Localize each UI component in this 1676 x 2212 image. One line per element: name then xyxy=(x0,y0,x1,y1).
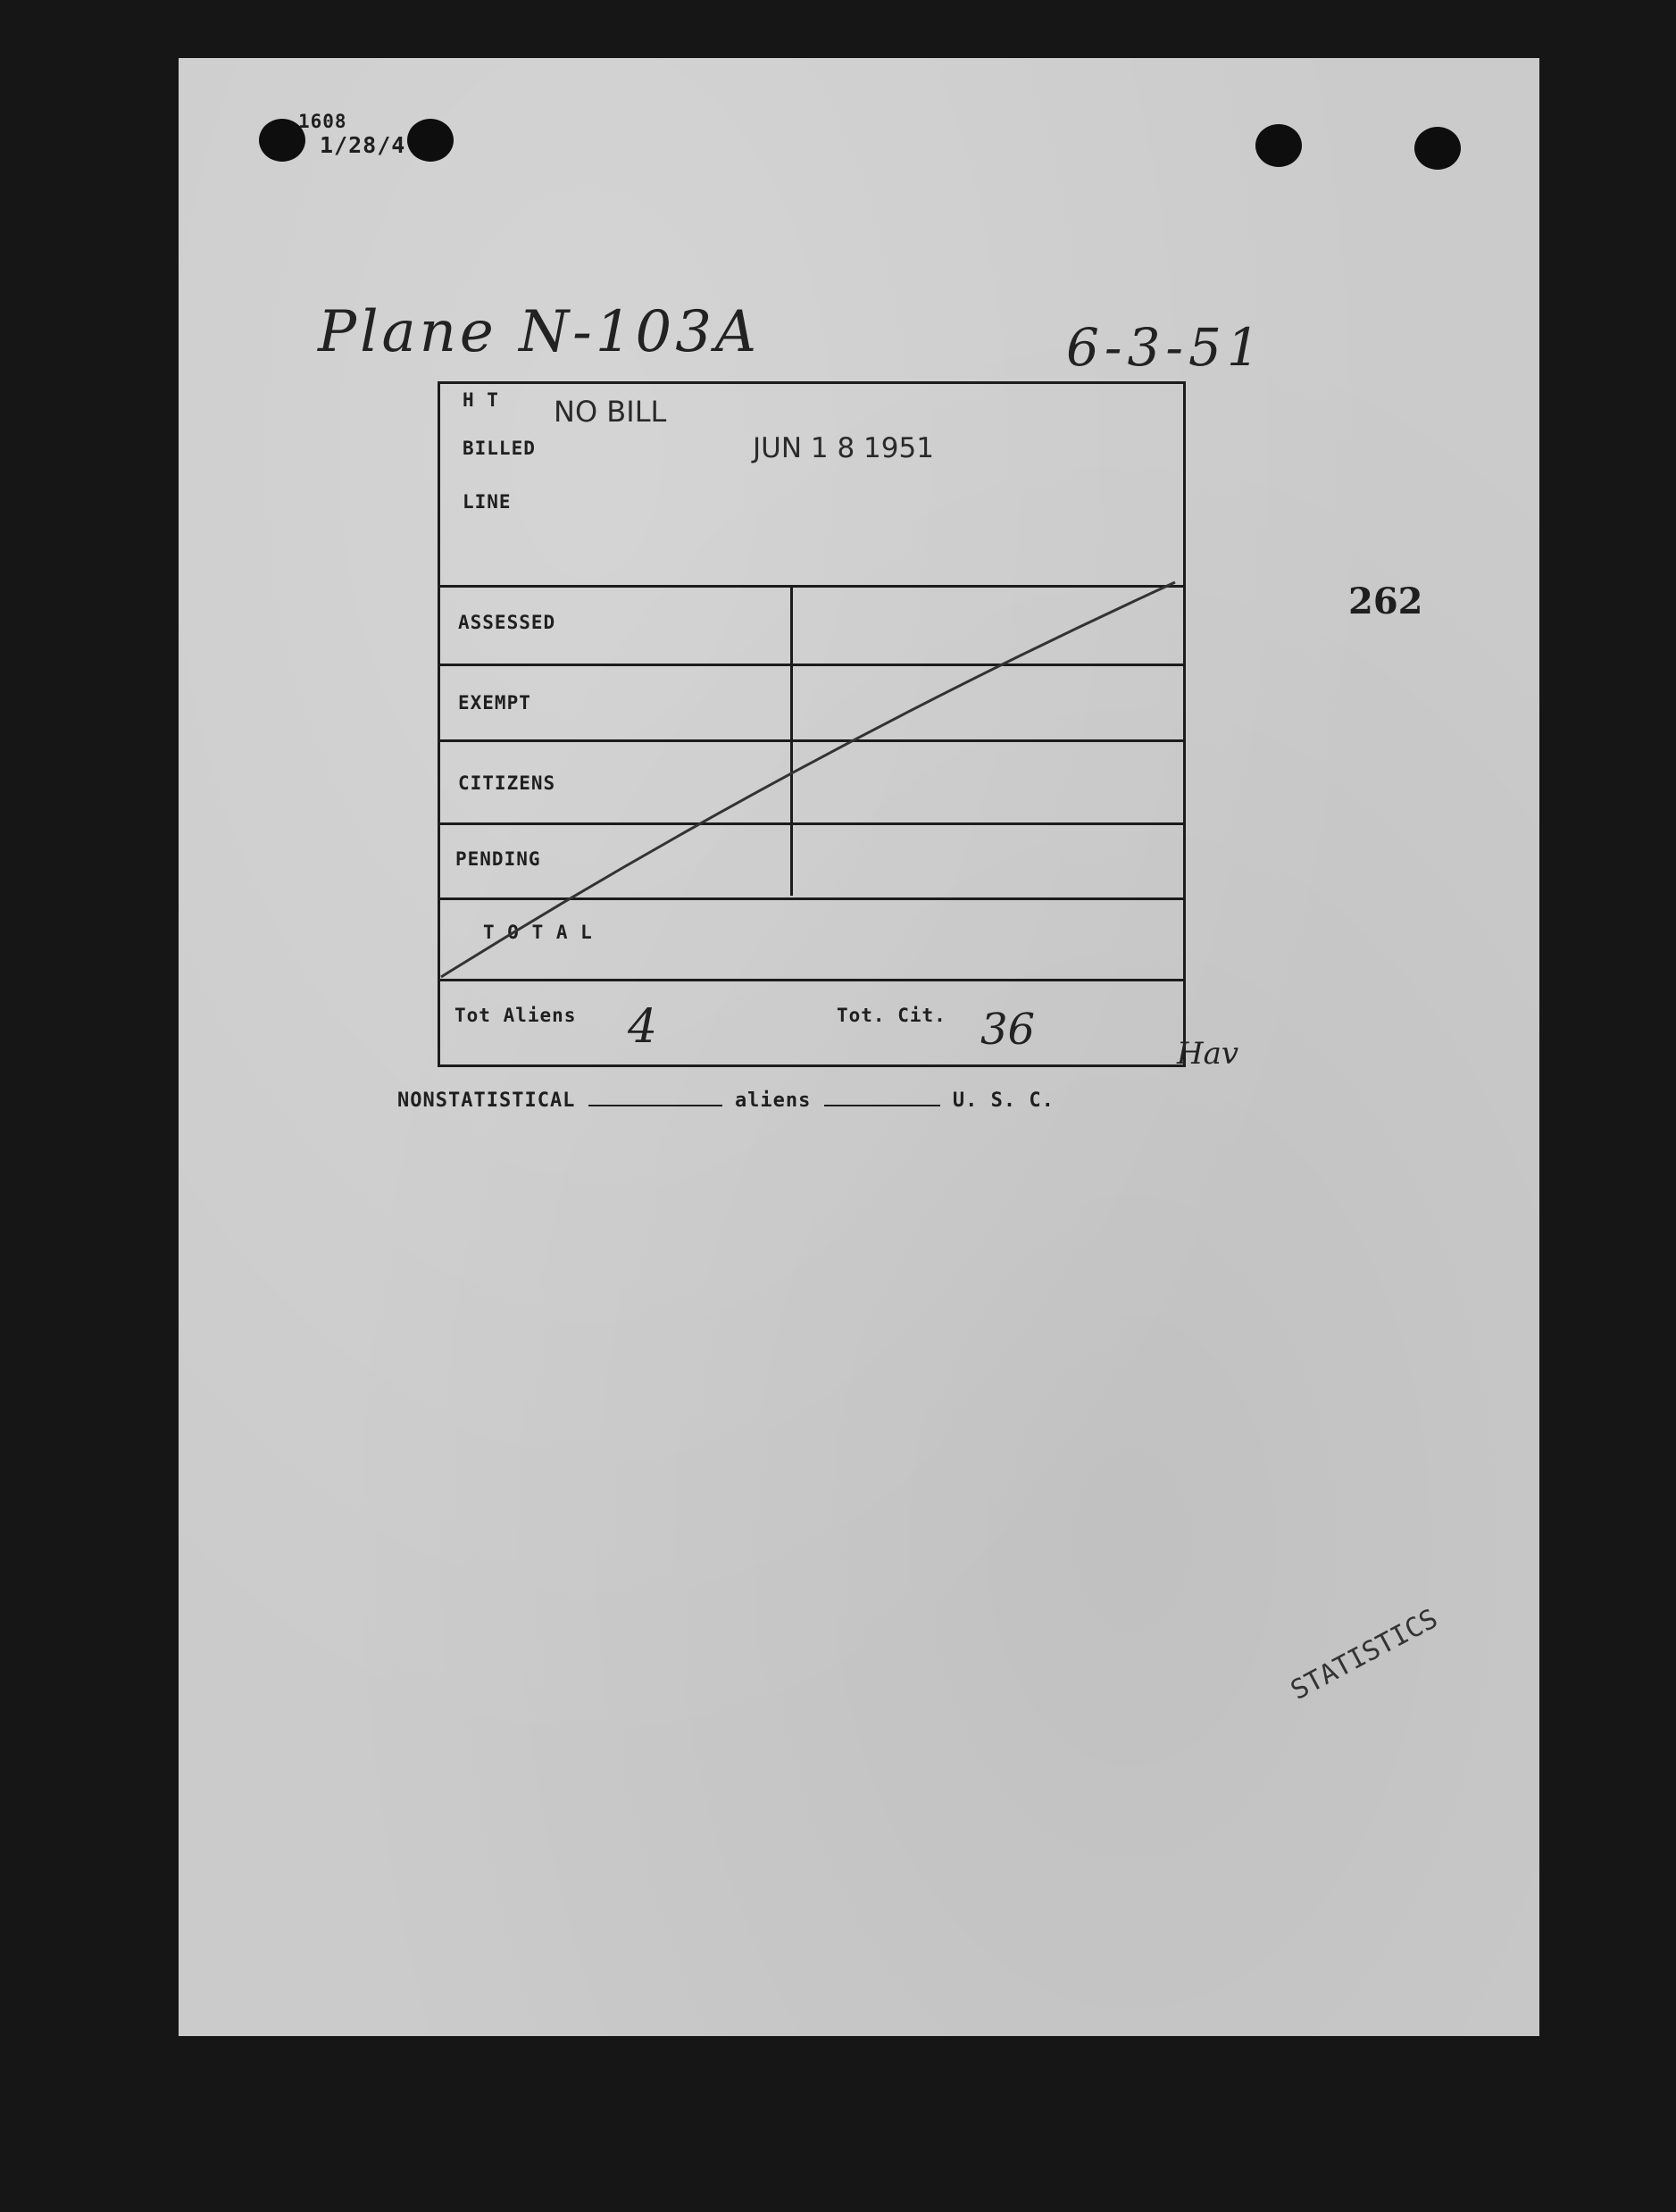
punch-hole-left-2 xyxy=(407,119,454,162)
cancellation-line xyxy=(438,381,1186,1067)
form-box xyxy=(438,381,1186,1067)
aliens-count: 4 xyxy=(628,1000,658,1054)
reference-number: 1608 xyxy=(298,111,347,132)
handwritten-plane: Plane N-103A xyxy=(318,299,761,365)
pending-label: PENDING xyxy=(455,848,541,870)
billed-label: BILLED xyxy=(463,438,536,459)
nonstatistical-line xyxy=(397,1089,1055,1112)
tot-cit-label: Tot. Cit. xyxy=(837,1005,946,1026)
punch-hole-right-2 xyxy=(1414,127,1461,170)
handwritten-initials: Hav xyxy=(1177,1036,1239,1072)
ht-label: H T xyxy=(463,389,499,411)
aliens-blank xyxy=(824,1103,940,1106)
line-label: LINE xyxy=(463,491,512,513)
statistics-stamp: STATISTICS xyxy=(1286,1603,1443,1707)
no-bill-stamp: NO BILL xyxy=(554,395,667,429)
citizens-count: 36 xyxy=(980,1005,1036,1055)
nonstatistical-blank xyxy=(588,1103,722,1106)
total-label: T O T A L xyxy=(483,922,593,943)
page-number: 262 xyxy=(1348,580,1423,622)
tot-aliens-label: Tot Aliens xyxy=(454,1005,577,1026)
nonstatistical-label: NONSTATISTICAL xyxy=(397,1089,576,1112)
reference-date: 1/28/4 xyxy=(320,132,406,158)
punch-hole-right-1 xyxy=(1255,124,1302,167)
assessed-label: ASSESSED xyxy=(458,612,556,633)
aliens-label: aliens xyxy=(734,1089,812,1112)
handwritten-date: 6-3-51 xyxy=(1066,317,1265,378)
citizens-label: CITIZENS xyxy=(458,772,556,794)
usc-label: U. S. C. xyxy=(952,1089,1055,1112)
date-stamp: JUN 1 8 1951 xyxy=(753,432,934,464)
exempt-label: EXEMPT xyxy=(458,692,531,714)
